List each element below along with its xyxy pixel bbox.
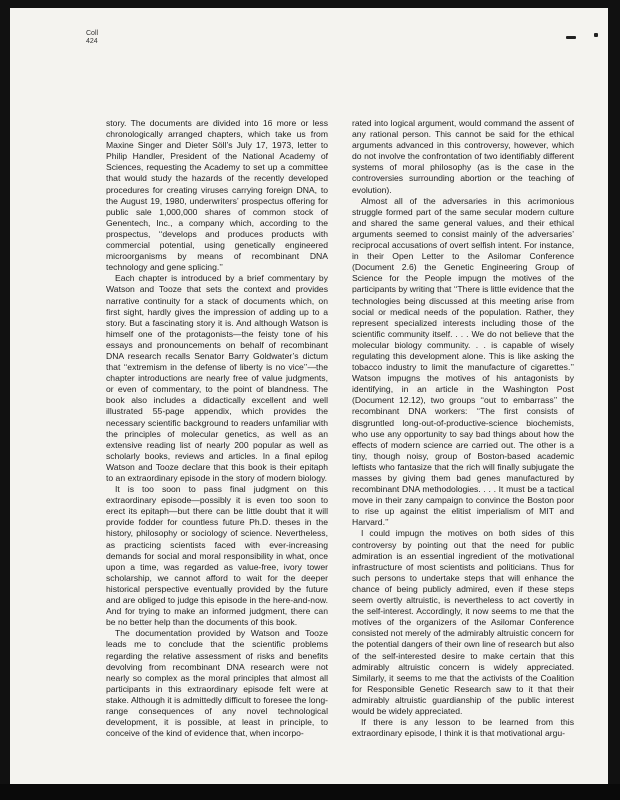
paragraph: rated into logical argument, would command the assent of any rational person. This cannot be said for the ethical arguments advanced in this controversy, however, which do not involve the confrontation of two identifiably different systems of moral philosophy (as is the case in the controversies surrounding abortion or the teaching of evolution). (352, 118, 574, 195)
paragraph: I could impugn the motives on both sides of this controversy by pointing out that the need for public admiration is an essential ingredient of the motivational infrastructure of most scientists and politicians. Thus for such persons to undertake steps that will enhance the chance of being publicly admired, even if these steps seem overtly altruistic, is nevertheless to act covertly in the self-interest. Accordingly, it now seems to me that the motives of the organizers of the Asilomar Conference consisted not merely of the admirably altruistic concern for the potential dangers of their own line of research but also of the self-interested desire to make certain that this admirably altruistic concern is widely appreciated. Similarly, it seems to me that the activists of the Coalition for Responsible Genetic Research saw to it that their admirably altruistic guardianship of the public interest would be widely appreciated. (352, 528, 574, 716)
scan-bottom-edge (0, 784, 620, 800)
left-column (106, 118, 328, 739)
paragraph: It is too soon to pass final judgment on this extraordinary episode—possibly it is even too soon to erect its epitaph—but there can be little doubt that it will provide fodder for countless future Ph.D. theses in the history, philosophy or sociology of science. Nevertheless, as practicing scientists faced with ever-increasing demands for social and moral responsibility in what, once upon a time, was regarded as value-free, ivory tower scholarship, we cannot afford to wait for the deeper historical perspective eventually provided by the future and are obliged to judge this episode in the here-and-now. And for trying to make an informed judgment, there can be no better help than the documents of this book. (106, 484, 328, 628)
stamp-line-1: Coll (86, 30, 99, 37)
right-column (352, 118, 574, 739)
scan-speck (594, 33, 598, 37)
stamp-line-2: 424 (86, 38, 98, 45)
paragraph: The documentation provided by Watson and Tooze leads me to conclude that the scientific problems regarding the relative assessment of risks and benefits devolving from recombinant DNA research were not nearly so complex as the moral principles that almost all participants in this extraordinary episode felt were at stake. Although it is admittedly difficult to foresee the long-range consequences of any novel technological development, it is possible, at least in principle, to conceive of the kind of evidence that, when incorpo- (106, 628, 328, 739)
paragraph: story. The documents are divided into 16 more or less chronologically arranged chapters, which take us from Maxine Singer and Dieter Söll’s July 17, 1973, letter to Philip Handler, President of the National Academy of Sciences, requesting the Academy to set up a committee that would study the hazards of the recently developed procedures for creating viruses carrying foreign DNA, to the August 19, 1980, underwriters’ prospectus offering for public sale 1,000,000 shares of common stock of Genentech, Inc., a company which, according to the prospectus, ‘‘develops and produces products with commercial potential, using genetically engineered microorganisms by means of recombinant DNA technology and gene splicing.’’ (106, 118, 328, 273)
paragraph: If there is any lesson to be learned from this extraordinary episode, I think it is that motivational argu- (352, 717, 574, 739)
archive-stamp (86, 30, 98, 46)
paragraph: Almost all of the adversaries in this acrimonious struggle formed part of the same secular modern culture and shared the same general values, and their ethical arguments seemed to consist mainly of the adversaries’ reciprocal accusations of overt selfish intent. For instance, in their Open Letter to the Asilomar Conference (Document 2.6) the Genetic Engineering Group of Science for the People impugn the motives of the participants by writing that ‘‘There is little evidence that the technologies being discussed at this meeting arise from social or medical needs of the population. Rather, they represent specialized interests including those of the scientific community itself. . . . We do not believe that the molecular biology community. . . is capable of wisely regulating this development alone. This is like asking the tobacco industry to limit the manufacture of cigarettes.’’ Watson impugns the motives of his antagonists by identifying, in an article in the Washington Post (Document 12.12), two groups ‘‘out to embarrass’’ the recombinant DNA workers: ‘‘The first consists of disgruntled long-out-of-productive-science biochemists, who use any opportunity to say bad things about how the effects of modern science are carried out. The other is a tiny, though noisy, group of Boston-based academic leftists who fantasize that the rich will finally subjugate the masses by giving them bad genes manufactured by recombinant DNA methodologies. . . . It must be a tactical move in their zany campaign to convince the Boston poor to rise up against the elitist imperialism of MIT and Harvard.’’ (352, 195, 574, 528)
paragraph: Each chapter is introduced by a brief commentary by Watson and Tooze that sets the context and provides narrative continuity for a stack of documents which, on first sight, hardly gives the impression of adding up to a story. But a fascinating story it is. And although Watson is himself one of the protagonists—the feisty tone of his essays and pronouncements on behalf of recombinant DNA research recalls Senator Barry Goldwater’s dictum that ‘‘extremism in the defense of liberty is no vice’’—the chapter introductions are nearly free of value judgments, or even of commentary, to the point of blandness. The book also includes a didactically excellent and well illustrated 55-page appendix, which provides the necessary scientific background to readers unfamiliar with the principles of molecular genetics, as well as an extensive reading list of nearly 200 popular as well as scholarly books, reviews and articles. In a final epilog Watson and Tooze declare that this book is their epitaph to an extraordinary episode in the story of modern biology. (106, 273, 328, 483)
scan-speck (566, 36, 576, 39)
